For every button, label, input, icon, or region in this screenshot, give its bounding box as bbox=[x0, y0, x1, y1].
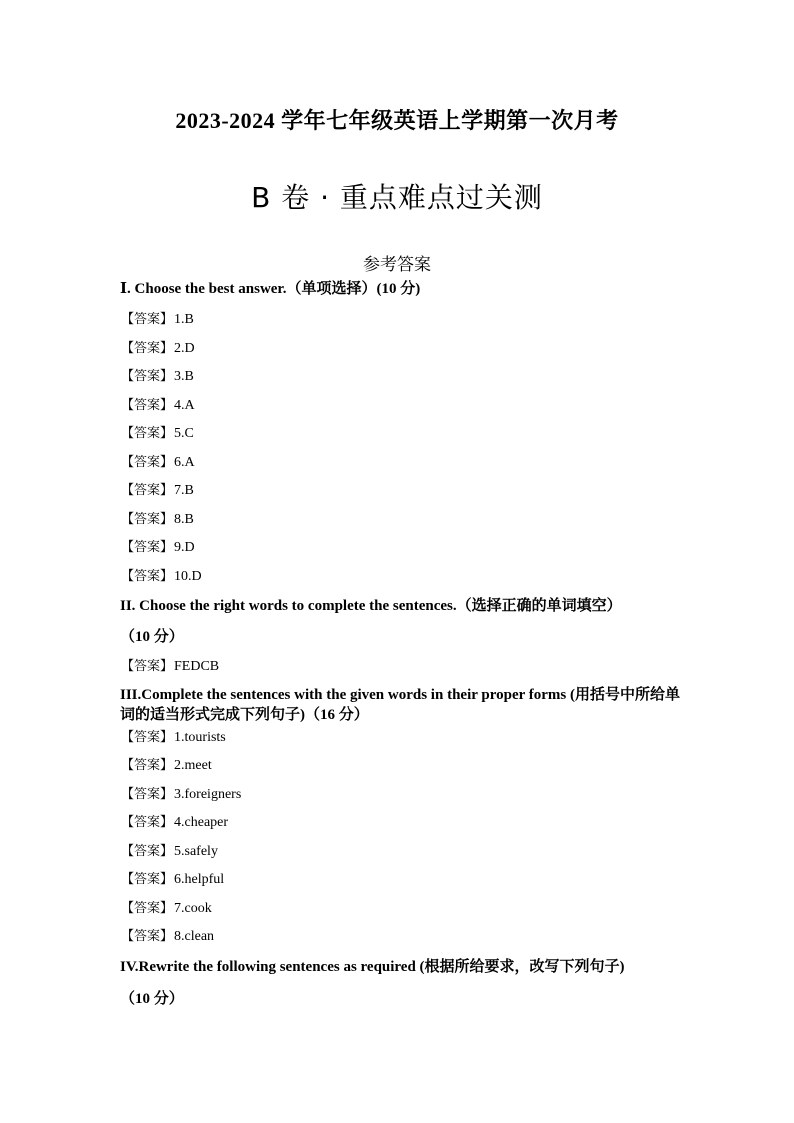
answer-value: FEDCB bbox=[174, 659, 220, 674]
answer-value: 6.A bbox=[174, 455, 195, 470]
answer-line bbox=[121, 508, 194, 528]
answer-value: 3.B bbox=[174, 369, 194, 384]
answer-tag: 【答案】 bbox=[121, 758, 174, 773]
answer-tag: 【答案】 bbox=[121, 455, 174, 470]
answer-tag: 【答案】 bbox=[121, 426, 174, 441]
answer-line bbox=[121, 536, 195, 556]
answer-value: 4.cheaper bbox=[174, 815, 229, 830]
answer-line bbox=[121, 337, 195, 357]
answer-value: 7.cook bbox=[174, 901, 212, 916]
answer-tag: 【答案】 bbox=[121, 659, 174, 674]
answer-line bbox=[121, 868, 224, 888]
section-2-heading-cont: （10 分） bbox=[120, 629, 184, 645]
answer-tag: 【答案】 bbox=[121, 398, 174, 413]
answer-tag: 【答案】 bbox=[121, 369, 174, 384]
answer-line bbox=[121, 783, 241, 803]
answer-value: 4.A bbox=[174, 398, 195, 413]
answer-line bbox=[121, 365, 194, 385]
answer-line bbox=[121, 840, 218, 860]
exam-subtitle: B 卷 · 重点难点过关测 bbox=[251, 181, 543, 214]
answer-line bbox=[121, 565, 202, 585]
answer-tag: 【答案】 bbox=[121, 569, 174, 584]
section-2-heading: II. Choose the right words to complete the sentences.（选择正确的单词填空） bbox=[120, 598, 622, 614]
answer-tag: 【答案】 bbox=[121, 844, 174, 859]
section-4-heading: IV.Rewrite the following sentences as required (根据所给要求，改写下列句子) bbox=[120, 959, 625, 975]
answer-value: 2.D bbox=[174, 341, 195, 356]
answer-line bbox=[121, 811, 228, 831]
answer-value: 10.D bbox=[174, 569, 202, 584]
reference-answers-heading: 参考答案 bbox=[363, 255, 431, 275]
section-3-heading: III.Complete the sentences with the given words in their proper forms (用括号中所给单词的适当形式完成下列句子)（16 分） bbox=[120, 687, 680, 723]
answer-tag: 【答案】 bbox=[121, 483, 174, 498]
answer-line bbox=[121, 897, 212, 917]
section-1-heading: Ⅰ. Choose the best answer.（单项选择）(10 分) bbox=[120, 281, 421, 297]
answer-tag: 【答案】 bbox=[121, 901, 174, 916]
answer-tag: 【答案】 bbox=[121, 872, 174, 887]
answer-line bbox=[121, 451, 195, 471]
answer-tag: 【答案】 bbox=[121, 730, 174, 745]
answer-tag: 【答案】 bbox=[121, 341, 174, 356]
answer-line bbox=[121, 726, 226, 746]
answer-line bbox=[121, 394, 195, 414]
answer-value: 8.B bbox=[174, 512, 194, 527]
answer-value: 5.C bbox=[174, 426, 194, 441]
answer-value: 8.clean bbox=[174, 929, 215, 944]
answer-value: 9.D bbox=[174, 540, 195, 555]
answer-value: 6.helpful bbox=[174, 872, 225, 887]
answer-line bbox=[121, 479, 194, 499]
answer-value: 2.meet bbox=[174, 758, 212, 773]
answer-line bbox=[121, 422, 194, 442]
exam-title: 2023-2024 学年七年级英语上学期第一次月考 bbox=[175, 108, 619, 133]
answer-line bbox=[121, 754, 212, 774]
answer-line bbox=[121, 925, 214, 945]
answer-value: 1.tourists bbox=[174, 730, 226, 745]
answer-tag: 【答案】 bbox=[121, 312, 174, 327]
answer-line bbox=[121, 655, 219, 675]
answer-value: 5.safely bbox=[174, 844, 218, 859]
answer-tag: 【答案】 bbox=[121, 815, 174, 830]
answer-tag: 【答案】 bbox=[121, 540, 174, 555]
section-4-heading-cont: （10 分） bbox=[120, 991, 184, 1007]
answer-value: 3.foreigners bbox=[174, 787, 242, 802]
answer-value: 1.B bbox=[174, 312, 194, 327]
answer-tag: 【答案】 bbox=[121, 787, 174, 802]
answer-line bbox=[121, 308, 194, 328]
answer-tag: 【答案】 bbox=[121, 512, 174, 527]
answer-value: 7.B bbox=[174, 483, 194, 498]
answer-tag: 【答案】 bbox=[121, 929, 174, 944]
